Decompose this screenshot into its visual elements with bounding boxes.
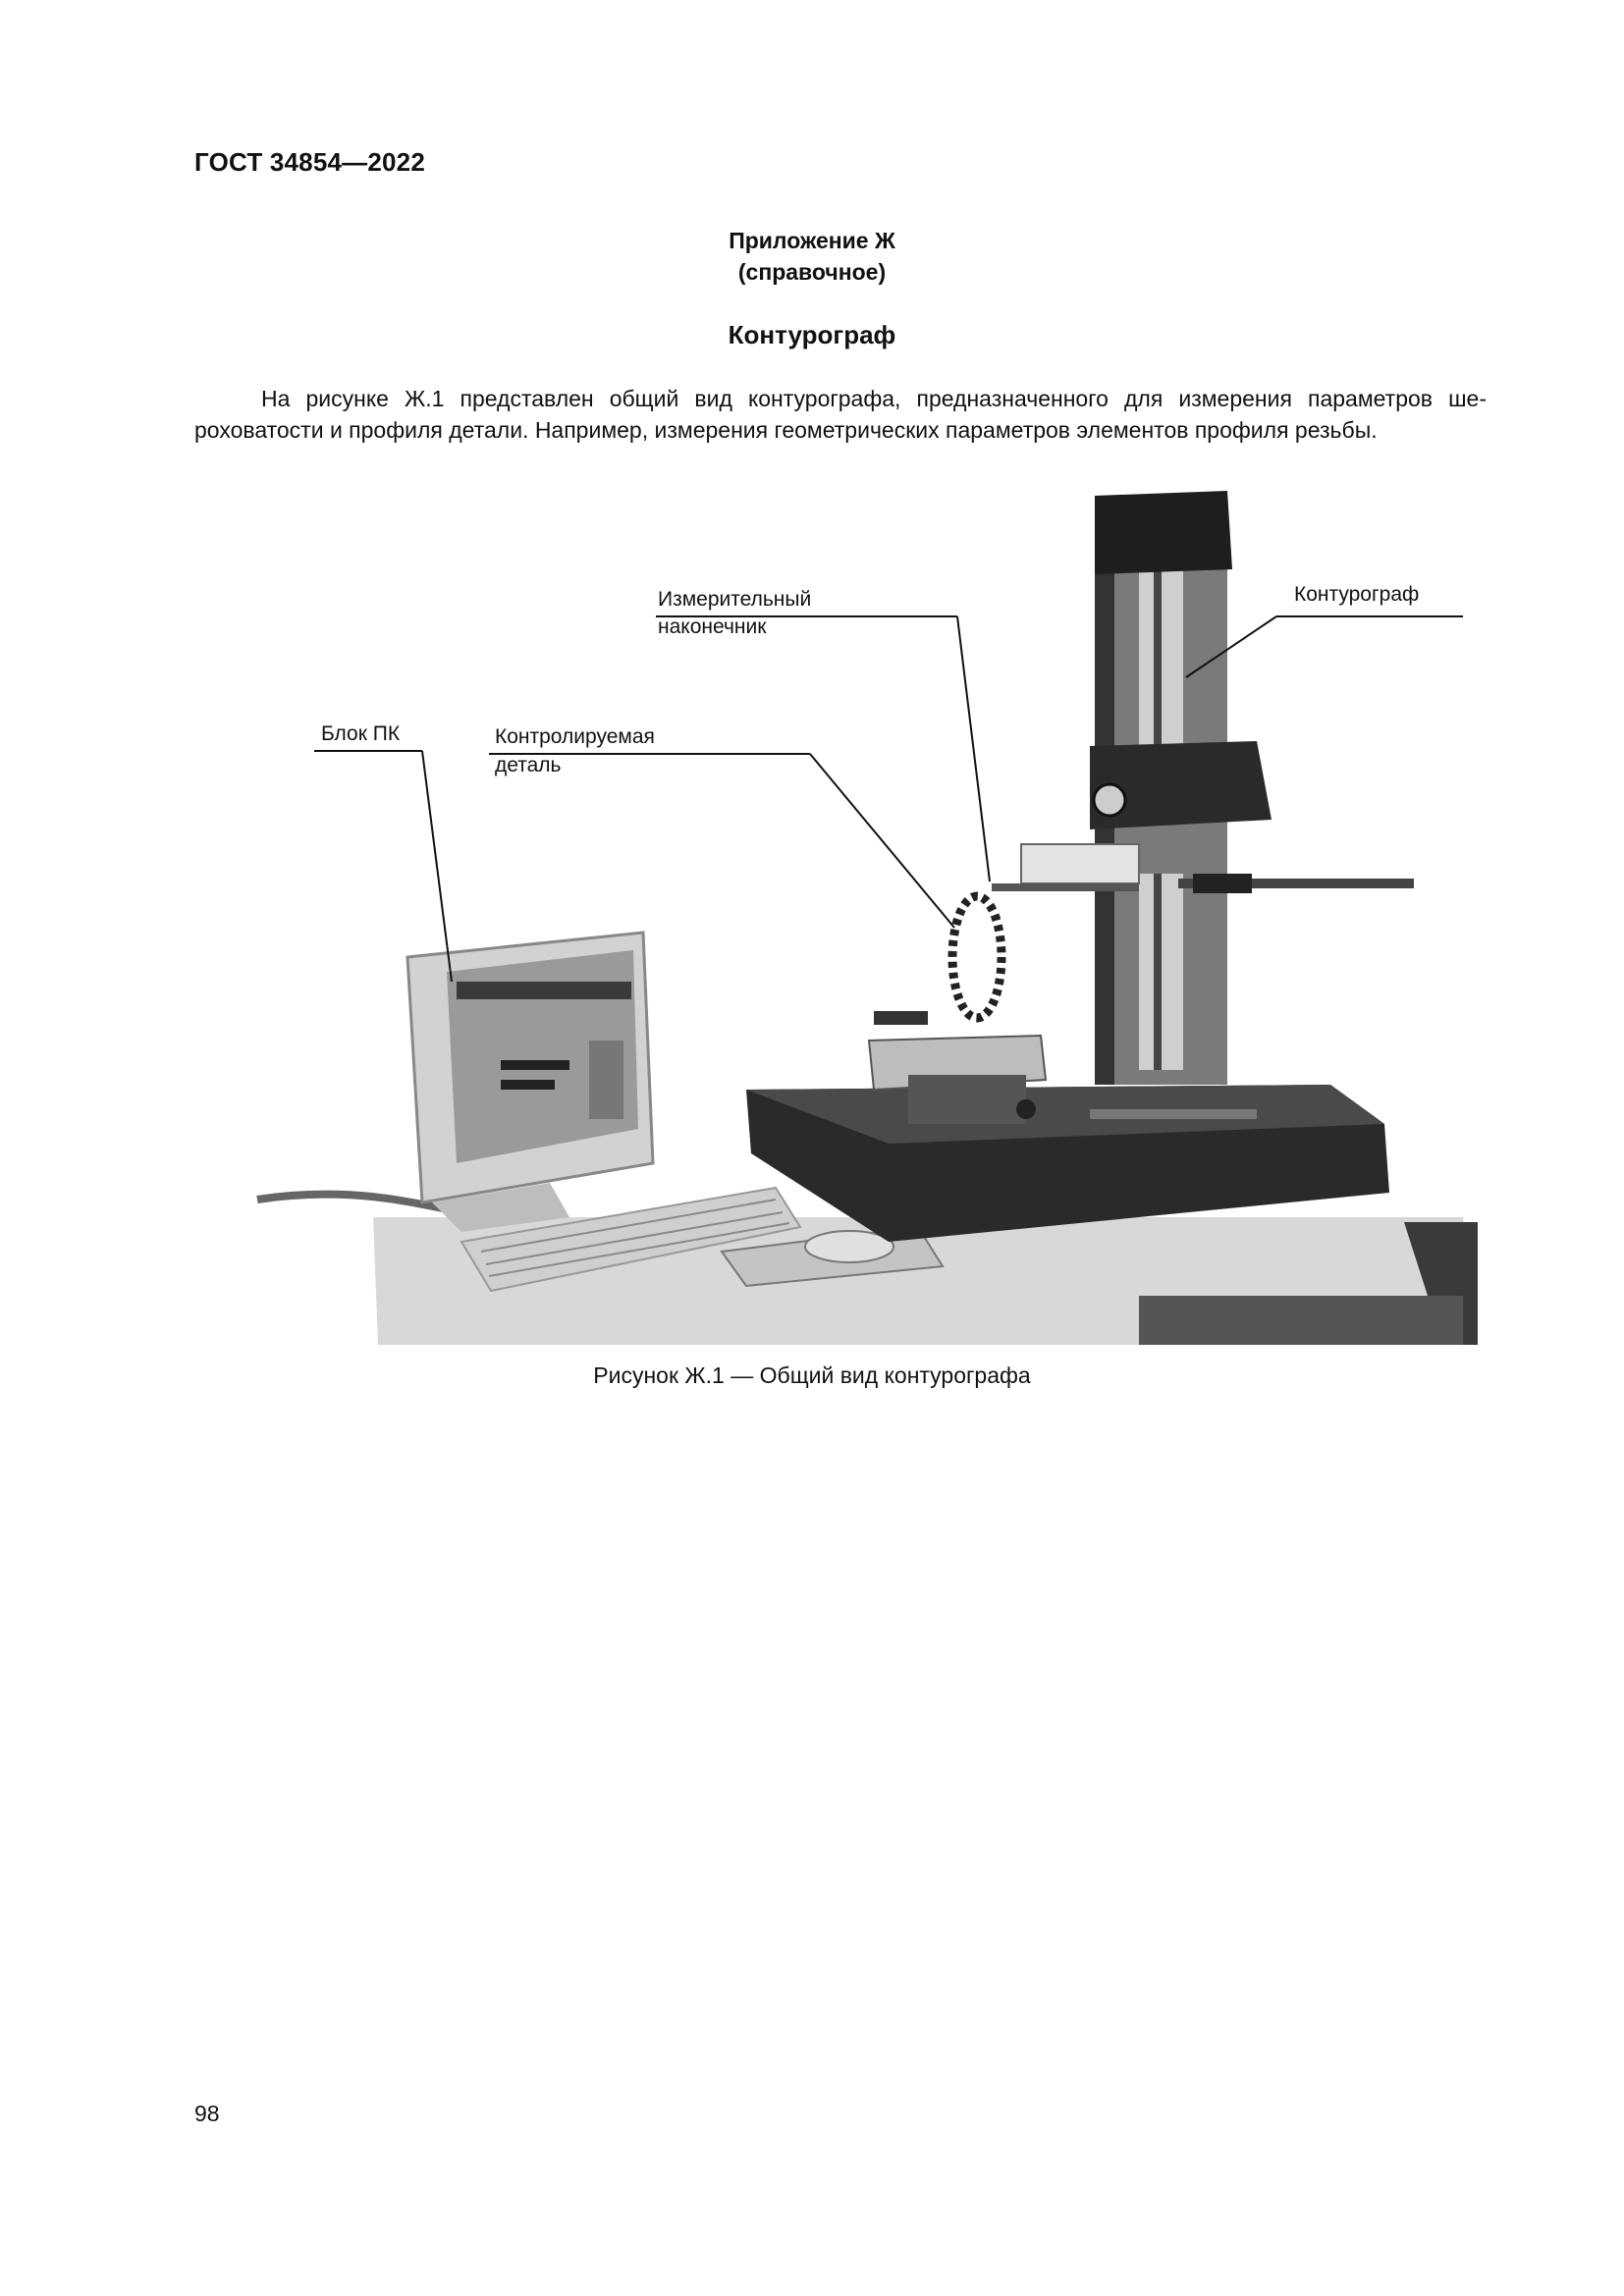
document-header: ГОСТ 34854—2022 — [194, 147, 425, 177]
probe-arm — [992, 883, 1139, 891]
annex-title: Приложение Ж — [729, 228, 895, 253]
photo-illustration — [257, 491, 1478, 1345]
profilometer-figure — [250, 481, 1478, 1345]
section-title: Контурограф — [728, 320, 896, 349]
vise-handle — [874, 1011, 928, 1025]
vise-knob — [1016, 1099, 1036, 1119]
leader-lines — [314, 616, 1463, 982]
carriage-knob — [1094, 784, 1125, 816]
part-label-line-2: деталь — [495, 754, 562, 776]
arm-clamp — [1193, 874, 1252, 893]
controlled-part — [952, 896, 1001, 1018]
column-rail-line — [1154, 874, 1162, 1070]
profilometer-label: Контурограф — [1294, 583, 1420, 606]
body-paragraph — [194, 383, 1487, 446]
base-slot — [1090, 1109, 1257, 1119]
probe-label-line-2: наконечник — [658, 615, 767, 638]
screen-panel — [589, 1041, 623, 1119]
paragraph-line-1: На рисунке Ж.1 представлен общий вид контурографа, предназначенного для измерения параметров ше- — [261, 386, 1487, 411]
screen-field — [501, 1060, 569, 1070]
page-number: 98 — [194, 2101, 220, 2126]
pc-unit-label: Блок ПК — [321, 722, 401, 745]
probe-leader — [957, 616, 990, 881]
part-label-line-1: Контролируемая — [495, 725, 655, 748]
annex-type: (справочное) — [737, 259, 887, 285]
screen-toolbar — [457, 982, 631, 999]
vise-body — [908, 1075, 1026, 1124]
screen-field — [501, 1080, 555, 1090]
table-drawer — [1139, 1296, 1463, 1345]
column-top — [1095, 491, 1232, 574]
paragraph-line-2: роховатости и профиля детали. Например, измерения геометрических параметров элементов профиля резьбы. — [194, 417, 1378, 443]
probe-housing — [1021, 844, 1139, 883]
pc-leader — [422, 751, 452, 982]
figure-caption: Рисунок Ж.1 — Общий вид контурографа — [593, 1362, 1031, 1388]
probe-label-line-1: Измерительный — [658, 588, 812, 611]
part-leader — [810, 754, 954, 928]
